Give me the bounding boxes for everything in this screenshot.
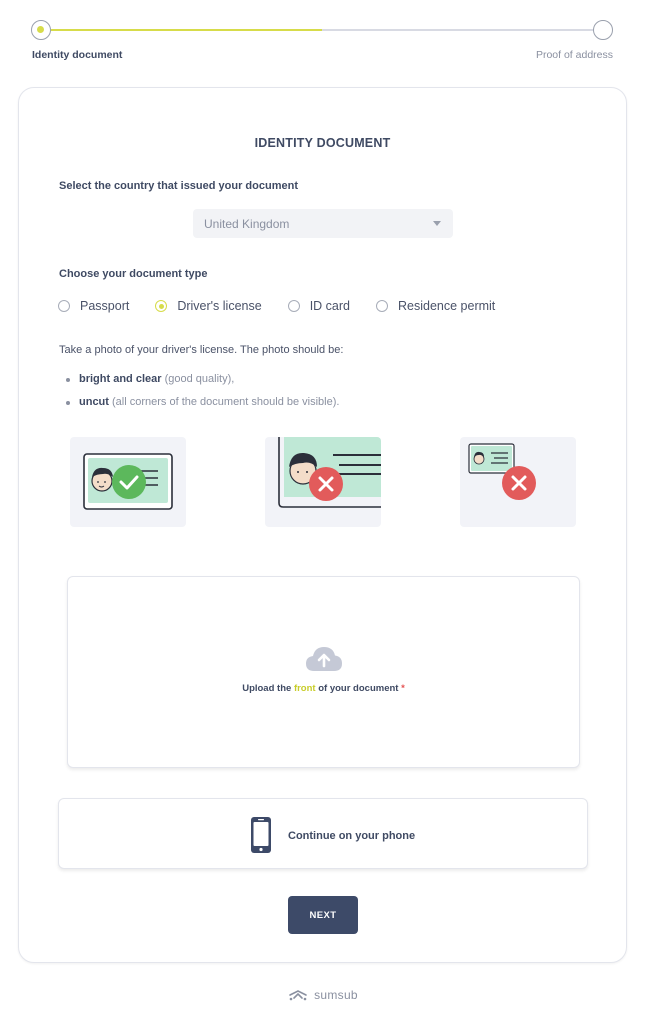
document-type-label: Choose your document type	[59, 268, 208, 280]
country-select-value: United Kingdom	[204, 216, 290, 231]
list-item	[65, 396, 339, 419]
radio-label: Passport	[80, 299, 130, 313]
radio-circle[interactable]	[376, 300, 388, 312]
brand-name: sumsub	[314, 988, 358, 1002]
radio-drivers-license[interactable]	[155, 299, 261, 313]
upload-prefix: Upload the	[242, 683, 294, 694]
step-identity-document-dot	[31, 20, 51, 40]
radio-label: Driver's license	[177, 299, 262, 313]
photo-requirements-list	[65, 373, 339, 419]
good-photo-example-icon	[70, 437, 186, 527]
upload-front-dropzone[interactable]	[67, 576, 580, 768]
upload-suffix: of your document	[315, 683, 402, 694]
too-close-example-icon	[265, 437, 381, 527]
footer-brand	[0, 988, 645, 1002]
step-label-identity-document: Identity document	[32, 49, 123, 61]
continue-on-phone-label: Continue on your phone	[288, 830, 416, 842]
cloud-upload-icon	[305, 645, 343, 673]
progress-track-remaining	[322, 29, 593, 31]
radio-circle[interactable]	[288, 300, 300, 312]
next-button[interactable]: NEXT	[288, 896, 358, 934]
list-item	[65, 373, 339, 396]
step-label-proof-of-address: Proof of address	[535, 49, 613, 61]
radio-passport[interactable]	[58, 299, 129, 313]
required-mark: *	[401, 683, 405, 694]
radio-id-card[interactable]	[288, 299, 350, 313]
photo-examples	[19, 437, 626, 527]
radio-circle[interactable]	[58, 300, 70, 312]
smartphone-icon	[250, 816, 272, 854]
identity-document-card	[18, 87, 627, 963]
upload-highlight-front: front	[293, 683, 316, 694]
requirement-detail: (all corners of the document should be visible).	[108, 396, 340, 408]
document-type-radio-group	[58, 297, 521, 315]
country-label: Select the country that issued your document	[59, 180, 298, 192]
sumsub-logo-icon	[287, 988, 309, 1002]
caret-down-icon	[433, 221, 441, 226]
progress-track-complete	[51, 29, 322, 31]
continue-on-phone-button[interactable]	[58, 798, 588, 869]
too-far-example-icon	[460, 437, 576, 527]
country-select[interactable]	[193, 209, 453, 238]
photo-instructions: Take a photo of your driver's license. The photo should be:	[59, 344, 344, 356]
requirement-strong: uncut	[79, 396, 109, 408]
radio-circle[interactable]	[155, 300, 167, 312]
radio-label: Residence permit	[398, 299, 496, 313]
radio-label: ID card	[309, 299, 350, 313]
radio-residence-permit[interactable]	[376, 299, 495, 313]
upload-front-label	[68, 683, 579, 694]
page-title: IDENTITY DOCUMENT	[254, 136, 391, 150]
requirement-detail: (good quality),	[161, 373, 235, 385]
requirement-strong: bright and clear	[79, 373, 162, 385]
step-proof-of-address-dot	[593, 20, 613, 40]
progress-stepper	[0, 0, 645, 70]
